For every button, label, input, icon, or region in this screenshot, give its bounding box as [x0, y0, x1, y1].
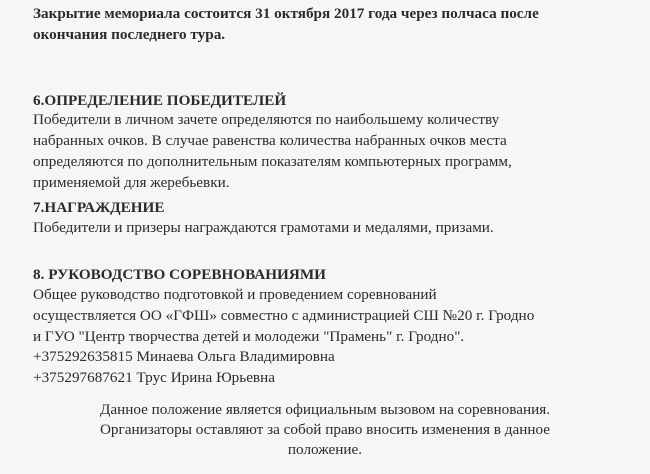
- section-text-line: Победители в личном зачете определяются по наибольшему количеству: [33, 111, 500, 128]
- footer-line: Данное положение является официальным вызовом на соревнования.: [100, 401, 550, 418]
- section-text-line: осуществляется ОО «ГФШ» совместно с администрацией СШ №20 г. Гродно: [33, 307, 535, 324]
- intro-line: окончания последнего тура.: [33, 26, 226, 43]
- footer-line: положение.: [287, 441, 363, 458]
- section-heading: 6.ОПРЕДЕЛЕНИЕ ПОБЕДИТЕЛЕЙ: [33, 92, 287, 109]
- footer-line: Организаторы оставляют за собой право вносить изменения в данное: [99, 421, 551, 438]
- section-text-line: набранных очков. В случае равенства количества набранных очков места: [33, 132, 507, 149]
- contact-line: +375292635815 Минаева Ольга Владимировна: [33, 348, 335, 365]
- contact-line: +375297687621 Трус Ирина Юрьевна: [33, 369, 275, 386]
- section-heading: 8. РУКОВОДСТВО СОРЕВНОВАНИЯМИ: [33, 266, 326, 283]
- section-text-line: применяемой для жеребьевки.: [33, 174, 230, 191]
- section-heading: 7.НАГРАЖДЕНИЕ: [33, 199, 165, 216]
- section-text-line: и ГУО "Центр творчества детей и молодежи "Прамень" г. Гродно".: [33, 328, 465, 345]
- section-text-line: Победители и призеры награждаются грамотами и медалями, призами.: [33, 219, 494, 236]
- section-text-line: Общее руководство подготовкой и проведением соревнований: [33, 286, 437, 303]
- section-text-line: определяются по дополнительным показателям компьютерных программ,: [33, 153, 512, 170]
- intro-line: Закрытие мемориала состоится 31 октября 2017 года через полчаса после: [33, 5, 539, 22]
